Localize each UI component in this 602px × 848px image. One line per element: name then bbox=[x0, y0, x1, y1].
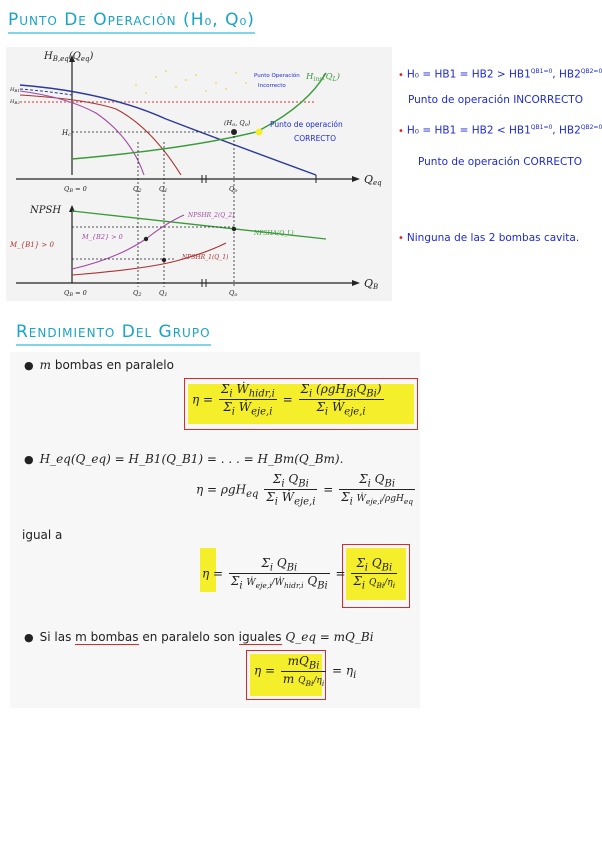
b3-m-bombas: m bombas bbox=[75, 630, 139, 644]
bullet: ● bbox=[24, 631, 34, 644]
bullet-dot: • bbox=[398, 233, 404, 244]
correct-note-1: Punto de operación bbox=[270, 120, 343, 129]
yellow-dot-cloud bbox=[135, 70, 247, 94]
section-title-efficiency bbox=[16, 322, 211, 342]
operating-point-label: (Ho, Qo) bbox=[224, 119, 251, 128]
note-2-sup2: QB2=0 bbox=[580, 124, 602, 131]
incorrect-note-1: Punto Operación bbox=[254, 73, 300, 79]
top-y-label: $H_{B,eq}(Q_{eq})$ bbox=[44, 51, 94, 63]
note-cavitation bbox=[398, 232, 579, 244]
operating-point-marker bbox=[231, 129, 237, 135]
correct-note-2: CORRECTO bbox=[294, 134, 337, 143]
heading-underline bbox=[8, 32, 255, 34]
formula-1: η = $\frac{\Sigma_i Ẇ_{hidr,i}}{\Sigma_i Ẇ_{eje,i}}$ = $\frac{\Sigma_i (\rho gH_{Bi}Q_{Bi})}{\Sigma_i Ẇ_{eje,i}}$ bbox=[192, 382, 382, 418]
note-incorrect-line2: Punto de operación INCORRECTO bbox=[408, 94, 583, 106]
npsh-point-0 bbox=[232, 227, 236, 231]
svg-text:Qo: Qo bbox=[229, 289, 238, 298]
bullet-2-text: H_eq(Q_eq) = H_B1(Q_B1) = . . . = H_Bm(Q_Bm). bbox=[39, 452, 344, 466]
h0-tick-label: Hc bbox=[62, 129, 71, 138]
mb2-label: M_{B2} > 0 bbox=[82, 233, 123, 241]
npsh-point-1 bbox=[162, 258, 166, 262]
b3-mid: en paralelo son bbox=[142, 630, 235, 644]
section-title-text: Punto De Operación (H₀, Q₀) bbox=[8, 10, 255, 30]
top-x-label: Qeq bbox=[364, 173, 382, 187]
note-2-text: H₀ = HB1 = HB2 < HB1 bbox=[406, 124, 531, 137]
svg-text:Q2: Q2 bbox=[133, 289, 142, 298]
npshr1-label: NPSHR_1(Q_1) bbox=[182, 254, 229, 261]
b3-iguales: iguales bbox=[238, 630, 282, 644]
bottom-y-label: NPSH bbox=[30, 205, 62, 216]
note-correct-line2: Punto de operación CORRECTO bbox=[418, 156, 583, 168]
bullet-1-text: bombas en paralelo bbox=[54, 358, 174, 372]
note-1-sup1: QB1=0 bbox=[530, 68, 553, 75]
note-2-sup1: QB1=0 bbox=[530, 124, 553, 131]
curve-pump-1 bbox=[20, 95, 181, 175]
m-var: m bbox=[39, 358, 51, 372]
svg-text:Q1: Q1 bbox=[159, 289, 168, 298]
hb1-label: $H_{B1}$ bbox=[10, 87, 20, 93]
npsh-point-2 bbox=[144, 237, 148, 241]
bottom-x-arrow bbox=[352, 280, 360, 286]
yellow-point-marker bbox=[256, 129, 263, 136]
igual-a-line bbox=[22, 528, 62, 542]
bottom-tick-labels bbox=[64, 289, 237, 298]
note-correct bbox=[398, 124, 602, 137]
bullet: ● bbox=[24, 453, 34, 466]
top-tick-labels bbox=[64, 185, 237, 194]
bottom-x-label: QB bbox=[364, 277, 379, 291]
efficiency-excerpt bbox=[10, 352, 420, 708]
formula-3: η = $\frac{\Sigma_i Q_{Bi}}{\Sigma_i Ẇ_{eje,i}/Ẇ_{hidr,i} Q_{Bi}}$ = $\frac{\Sigma_i Q_{Bi}}{\Sigma_i Q_{Bi}/\eta_i}$ bbox=[202, 556, 396, 592]
formula-2: η = ρgH$_{eq}$ $\frac{\Sigma_i Q_{Bi}}{\Sigma_i Ẇ_{eje,i}}$ = $\frac{\Sigma_i Q_{Bi}}{\Sigma_i Ẇ_{eje,i}/\rho gH_{eq}}$ bbox=[196, 472, 414, 508]
npshr2-label: NPSHR_2(Q_2) bbox=[188, 212, 235, 219]
note-incorrect bbox=[398, 68, 602, 81]
npsha-label: NPSHA(Q_L) bbox=[254, 230, 294, 237]
b3-pre: Si las bbox=[39, 630, 72, 644]
formula-4: η = $\frac{mQ_{Bi}}{m Q_{Bi}/\eta_i}$ = $\eta_i$ bbox=[254, 654, 357, 689]
svg-text:Q1: Q1 bbox=[159, 185, 168, 194]
bullet-line-1 bbox=[24, 358, 174, 372]
note-3-text: Ninguna de las 2 bombas cavita. bbox=[406, 232, 580, 244]
bullet-line-2 bbox=[24, 452, 343, 466]
note-1-text: H₀ = HB1 = HB2 > HB1 bbox=[406, 68, 531, 81]
svg-text:Q2: Q2 bbox=[133, 185, 142, 194]
top-x-arrow bbox=[352, 176, 360, 182]
b3-post: Q_eq = mQ_Bi bbox=[285, 630, 374, 644]
note-2-tail: , HB2 bbox=[552, 124, 581, 137]
incorrect-note-2: Incorrecto bbox=[258, 83, 286, 89]
curve-installation bbox=[72, 73, 326, 159]
pump-curves-svg bbox=[6, 47, 392, 301]
note-1-tail: , HB2 bbox=[552, 68, 581, 81]
mb1-label: M_{B1} > 0 bbox=[10, 241, 54, 249]
hins-label: $H_{ins}(Q_L)$ bbox=[306, 72, 340, 83]
note-1-sup2: QB2=0 bbox=[580, 68, 602, 75]
bullet-dot: • bbox=[398, 125, 404, 137]
svg-text:QB = 0: QB = 0 bbox=[64, 289, 87, 298]
section-title-operating-point bbox=[8, 10, 255, 30]
bullet: ● bbox=[24, 359, 34, 372]
svg-text:QB = 0: QB = 0 bbox=[64, 185, 87, 194]
bullet-line-3 bbox=[24, 630, 374, 644]
heading-underline bbox=[16, 344, 211, 346]
svg-text:Qo: Qo bbox=[229, 185, 238, 194]
hb2-label: $H_{B2}$ bbox=[10, 99, 20, 105]
operating-point-figure bbox=[6, 47, 392, 301]
section-title-text: Rendimiento Del Grupo bbox=[16, 322, 211, 342]
curve-npshr2 bbox=[72, 215, 184, 269]
igual-a-text: igual a bbox=[22, 528, 63, 542]
bullet-dot: • bbox=[398, 69, 404, 81]
